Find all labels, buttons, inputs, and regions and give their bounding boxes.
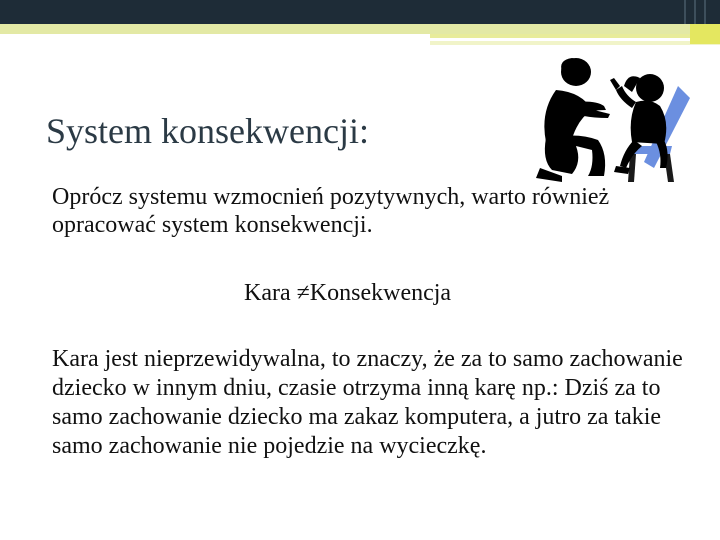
punishment-vs-consequence-formula: Kara ≠Konsekwencja xyxy=(244,280,452,306)
accent-block xyxy=(690,24,720,44)
body-text: Kara jest nieprzewidywalna, to znaczy, że za to samo zachowanie dziecko w innym dniu, czasie otrzyma inną karę np.: Dziś za to samo zachowanie dziecko ma zakaz komputera, a jutro za takie samo zachowanie nie pojedzie na wycieczkę. xyxy=(52,346,683,459)
accent-strip xyxy=(430,34,720,38)
header-divider xyxy=(684,0,686,24)
header-divider xyxy=(704,0,706,24)
header-divider xyxy=(694,0,696,24)
accent-bar xyxy=(0,24,720,34)
adult-and-child-illustration-icon xyxy=(532,50,692,182)
slide-title: System konsekwencji: xyxy=(46,111,369,151)
header-bar xyxy=(0,0,720,24)
accent-strip xyxy=(430,41,720,45)
intro-text: Oprócz systemu wzmocnień pozytywnych, warto również opracować system konsekwencji. xyxy=(52,184,610,238)
